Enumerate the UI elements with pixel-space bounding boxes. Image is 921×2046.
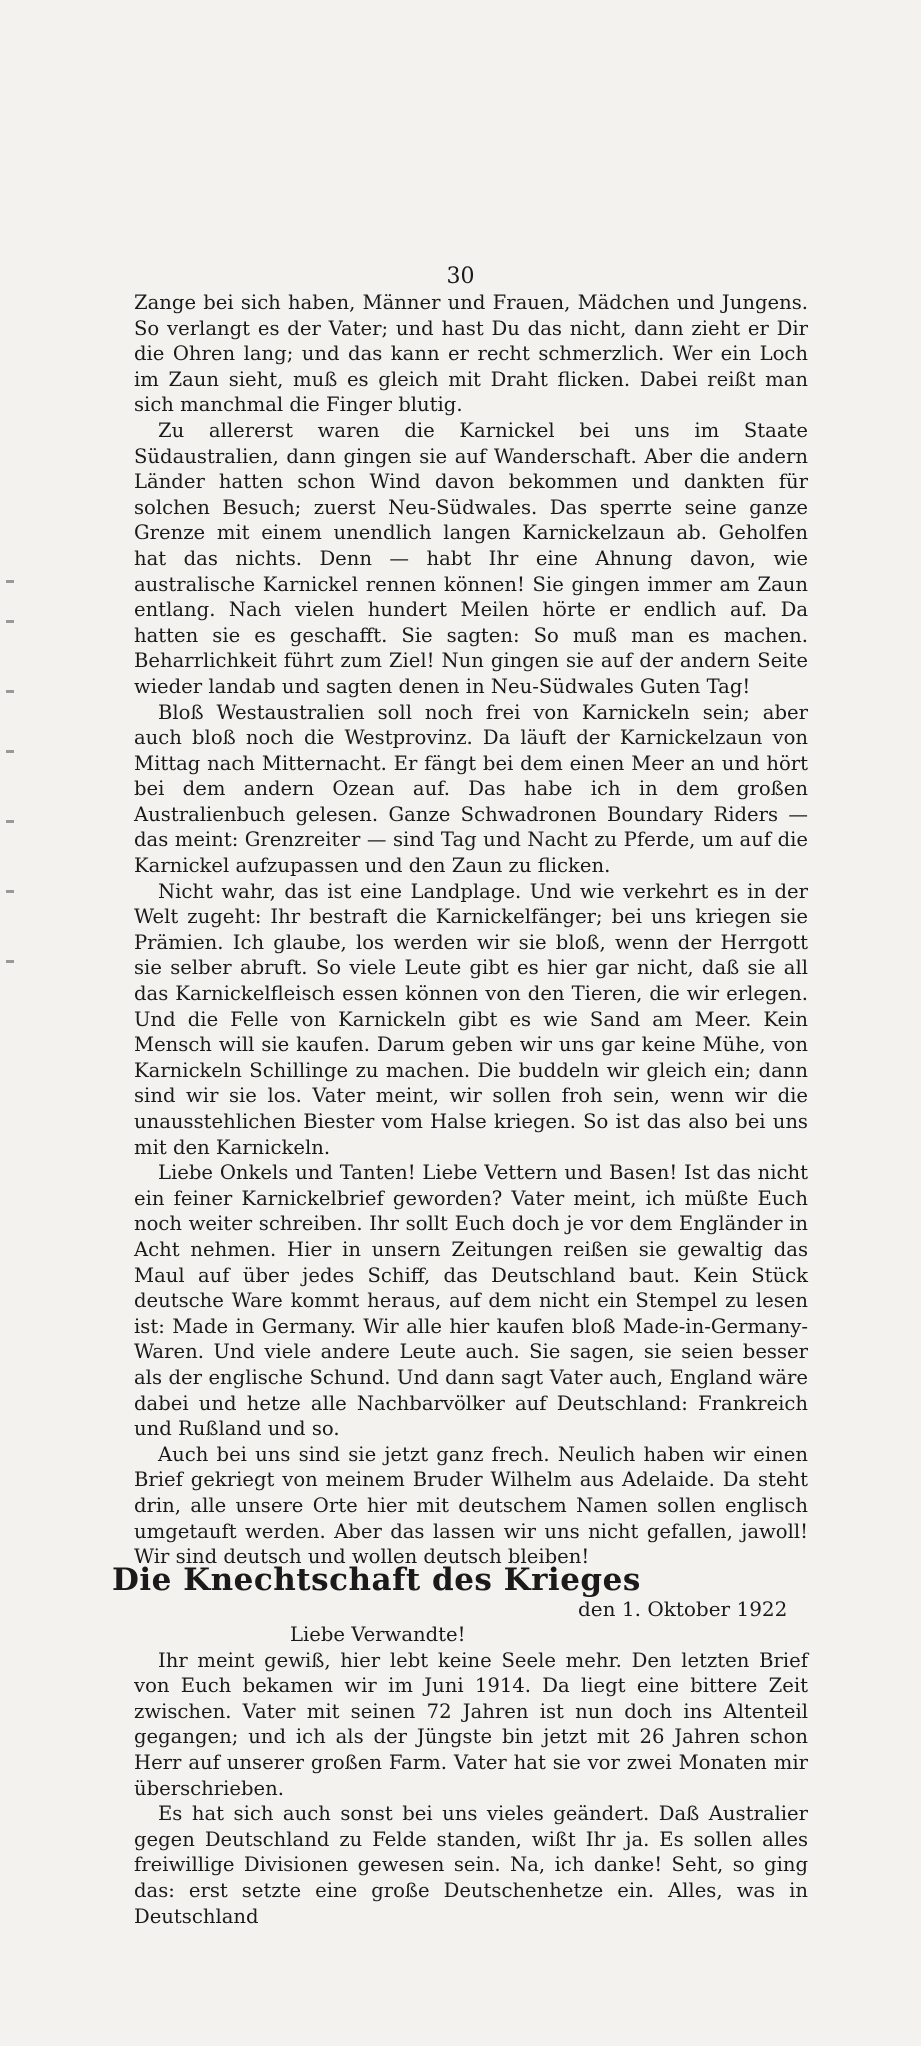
page-number: 30 bbox=[446, 264, 475, 289]
paragraph: Ihr meint gewiß, hier lebt keine Seele mehr. Den letzten Brief von Euch bekamen wir im Juni 1914. Da liegt eine bittere Zeit zwischen. Vater mit seinen 72 Jahren ist nun doch ins Altenteil gegangen; und ich als der Jüngste bin jetzt mit 26 Jahren schon Herr auf unserer großen Farm. Vater hat sie vor zwei Monaten mir überschrieben. bbox=[134, 1648, 808, 1800]
paragraph: Zu allererst waren die Karnickel bei uns im Staate Südaustralien, dann gingen sie auf Wanderschaft. Aber die andern Länder hatten schon Wind davon bekommen und dankten für solchen Besuch; zuerst Neu-Südwales. Das sperrte seine ganze Grenze mit einem unendlich langen Karnickelzaun ab. Geholfen hat das nichts. Denn — habt Ihr eine Ahnung davon, wie australische Karnickel rennen können! Sie gingen immer am Zaun entlang. Nach vielen hundert Meilen hörte er endlich auf. Da hatten sie es geschafft. Sie sagten: So muß man es machen. Beharrlichkeit führt zum Ziel! Nun gingen sie auf der andern Seite wieder landab und sagten denen in Neu-Südwales Guten Tag! bbox=[134, 418, 808, 698]
paragraph: Auch bei uns sind sie jetzt ganz frech. Neulich haben wir einen Brief gekriegt von meinem Bruder Wilhelm aus Adelaide. Da steht drin, alle unsere Orte hier mit deutschem Namen sollen englisch umgetauft werden. Aber das lassen wir uns nicht gefallen, jawoll! Wir sind deutsch und wollen deutsch bleiben! bbox=[134, 1442, 808, 1569]
letter-date: den 1. Oktober 1922 bbox=[578, 1597, 788, 1621]
paragraph: Nicht wahr, das ist eine Landplage. Und wie verkehrt es in der Welt zugeht: Ihr bestraft die Karnickelfänger; bei uns kriegen sie Prämien. Ich glaube, los werden wir sie bloß, wenn der Herrgott sie selber abruft. So viele Leute gibt es hier gar nicht, daß sie all das Karnickelfleisch essen können von den Tieren, die wir erlegen. Und die Felle von Karnickeln gibt es wie Sand am Meer. Kein Mensch will sie kaufen. Darum geben wir uns gar keine Mühe, von Karnickeln Schillinge zu machen. Die buddeln wir gleich ein; dann sind wir sie los. Vater meint, wir sollen froh sein, wenn wir die unausstehlichen Biester vom Halse kriegen. So ist das also bei uns mit den Karnickeln. bbox=[134, 879, 808, 1159]
paragraph: Liebe Onkels und Tanten! Liebe Vettern und Basen! Ist das nicht ein feiner Karnickelbrief geworden? Vater meint, ich müßte Euch noch weiter schreiben. Ihr sollt Euch doch je vor dem Engländer in Acht nehmen. Hier in unsern Zeitungen reißen sie gewaltig das Maul auf über jedes Schiff, das Deutschland baut. Kein Stück deutsche Ware kommt heraus, auf dem nicht ein Stempel zu lesen ist: Made in Germany. Wir alle hier kaufen bloß Made-in-Germany-Waren. Und viele andere Leute auch. Sie sagen, sie seien besser als der englische Schund. Und dann sagt Vater auch, England wäre dabei und hetze alle Nachbarvölker auf Deutschland: Frankreich und Rußland und so. bbox=[134, 1161, 808, 1441]
letter-body bbox=[134, 290, 808, 1570]
paragraph: Es hat sich auch sonst bei uns vieles geändert. Daß Australier gegen Deutschland zu Felde standen, wißt Ihr ja. Es sollen alles freiwillige Divisionen gewesen sein. Na, ich danke! Seht, so ging das: erst setzte eine große Deutschenhetze ein. Alles, was in Deutschland bbox=[134, 1802, 808, 1928]
salutation: Liebe Verwandte! bbox=[290, 1623, 466, 1646]
section-heading: Die Knechtschaft des Krieges bbox=[112, 1562, 641, 1598]
margin-scan-marks bbox=[0, 560, 22, 980]
section-body bbox=[134, 1622, 808, 1929]
paragraph: Bloß Westaustralien soll noch frei von Karnickeln sein; aber auch bloß noch die Westprovinz. Da läuft der Karnickelzaun von Mittag nach Mitternacht. Er fängt bei dem einen Meer an und hört bei dem andern Ozean auf. Das habe ich in dem großen Australienbuch gelesen. Ganze Schwadronen Boundary Riders — das meint: Grenzreiter — sind Tag und Nacht zu Pferde, um auf die Karnickel aufzupassen und den Zaun zu flicken. bbox=[134, 700, 808, 878]
paragraph: Zange bei sich haben, Männer und Frauen, Mädchen und Jungens. So verlangt es der Vater; und hast Du das nicht, dann zieht er Dir die Ohren lang; und das kann er recht schmerzlich. Wer ein Loch im Zaun sieht, muß es gleich mit Draht flicken. Dabei reißt man sich manchmal die Finger blutig. bbox=[134, 291, 808, 417]
